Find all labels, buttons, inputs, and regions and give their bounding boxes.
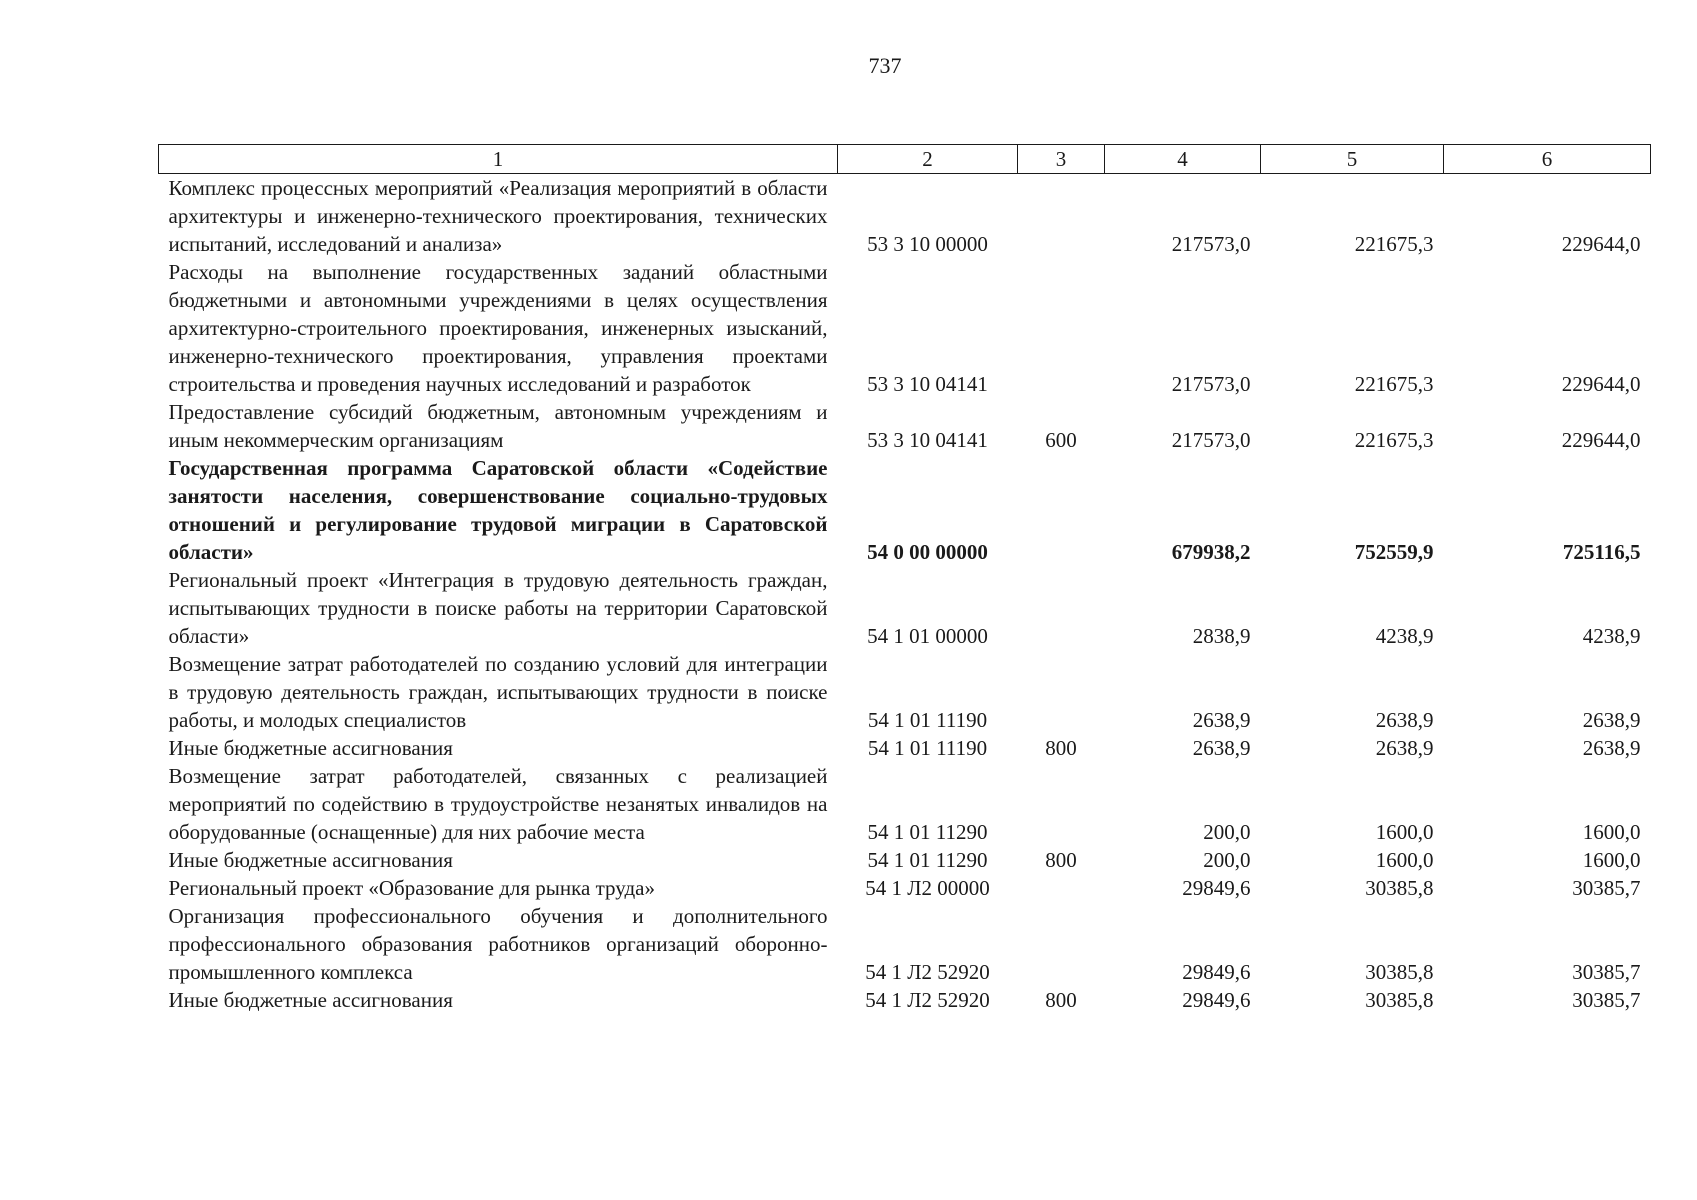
row-expense-type: [1018, 454, 1105, 566]
table-row: [159, 902, 1651, 986]
row-name: Комплекс процессных мероприятий «Реализация мероприятий в области архитектуры и инженерно-технического проектирования, технических испытаний, исследований и анализа»: [168, 176, 828, 256]
row-name: Иные бюджетные ассигнования: [168, 848, 453, 872]
row-code: 54 1 01 00000: [867, 624, 988, 648]
table-row: [159, 986, 1651, 1014]
row-expense-type: 600: [1045, 428, 1077, 452]
row-value-4: 200,0: [1203, 820, 1251, 844]
row-value-5: 221675,3: [1354, 232, 1434, 256]
header-col-2: 2: [838, 145, 1018, 174]
row-code: 54 1 Л2 52920: [865, 988, 990, 1012]
table-row: [159, 566, 1651, 650]
row-value-5: 752559,9: [1354, 540, 1434, 564]
row-value-5: 30385,8: [1365, 988, 1434, 1012]
row-value-4: 217573,0: [1171, 232, 1251, 256]
row-value-4: 2838,9: [1192, 624, 1251, 648]
table-row: [159, 258, 1651, 398]
row-value-5: 221675,3: [1354, 372, 1434, 396]
row-name: Расходы на выполнение государственных заданий областными бюджетными и автономными учреждениями в целях осуществления архитектурно-строительного проектирования, инженерных изысканий, инженерно-технического проектирования, управления проектами строительства и проведения научных исследований и разработок: [168, 260, 828, 396]
row-value-4: 2638,9: [1192, 708, 1251, 732]
row-name: Региональный проект «Образование для рынка труда»: [168, 876, 655, 900]
row-value-5: 1600,0: [1375, 848, 1434, 872]
header-col-3: 3: [1018, 145, 1105, 174]
header-row: [159, 145, 1651, 174]
header-col-5: 5: [1261, 145, 1444, 174]
row-value-6: 4238,9: [1582, 624, 1641, 648]
row-expense-type: [1018, 174, 1105, 259]
row-code: 53 3 10 04141: [867, 428, 988, 452]
row-value-6: 30385,7: [1572, 988, 1641, 1012]
row-value-6: 1600,0: [1582, 820, 1641, 844]
row-name: Возмещение затрат работодателей, связанных с реализацией мероприятий по содействию в трудоустройстве незанятых инвалидов на оборудованные (оснащенные) для них рабочие места: [168, 764, 828, 844]
row-value-5: 221675,3: [1354, 428, 1434, 452]
row-name: Государственная программа Саратовской области «Содействие занятости населения, совершенствование социально-трудовых отношений и регулирование трудовой миграции в Саратовской области»: [168, 456, 828, 564]
table-row: [159, 846, 1651, 874]
row-code: 54 1 Л2 52920: [865, 960, 990, 984]
row-expense-type: 800: [1045, 848, 1077, 872]
row-code: 54 0 00 00000: [867, 540, 988, 564]
row-value-4: 29849,6: [1182, 960, 1251, 984]
row-value-4: 200,0: [1203, 848, 1251, 872]
row-code: 54 1 Л2 00000: [865, 876, 990, 900]
row-value-6: 725116,5: [1562, 540, 1641, 564]
row-value-5: 2638,9: [1375, 708, 1434, 732]
row-value-5: 4238,9: [1375, 624, 1434, 648]
row-value-6: 2638,9: [1582, 708, 1641, 732]
page-number: 737: [868, 53, 902, 78]
header-col-4: 4: [1105, 145, 1261, 174]
row-name: Иные бюджетные ассигнования: [168, 736, 453, 760]
table-row: [159, 454, 1651, 566]
row-code: 53 3 10 04141: [867, 372, 988, 396]
row-value-5: 30385,8: [1365, 876, 1434, 900]
row-code: 54 1 01 11290: [867, 848, 988, 872]
row-expense-type: [1018, 902, 1105, 986]
header-col-1: 1: [159, 145, 838, 174]
row-value-6: 2638,9: [1582, 736, 1641, 760]
row-value-4: 217573,0: [1171, 428, 1251, 452]
row-value-6: 229644,0: [1561, 428, 1641, 452]
table-row: [159, 762, 1651, 846]
row-value-4: 29849,6: [1182, 988, 1251, 1012]
header-col-6: 6: [1444, 145, 1651, 174]
row-value-4: 29849,6: [1182, 876, 1251, 900]
row-value-6: 229644,0: [1561, 372, 1641, 396]
row-expense-type: 800: [1045, 988, 1077, 1012]
row-expense-type: [1018, 650, 1105, 734]
row-code: 54 1 01 11190: [867, 708, 988, 732]
row-value-6: 30385,7: [1572, 876, 1641, 900]
row-value-5: 1600,0: [1375, 820, 1434, 844]
row-code: 54 1 01 11190: [867, 736, 988, 760]
row-expense-type: [1018, 258, 1105, 398]
table-row: [159, 650, 1651, 734]
row-expense-type: [1018, 566, 1105, 650]
row-value-5: 2638,9: [1375, 736, 1434, 760]
table-row: [159, 874, 1651, 902]
row-value-6: 229644,0: [1561, 232, 1641, 256]
budget-table: [158, 144, 1651, 1014]
row-code: 53 3 10 00000: [867, 232, 988, 256]
row-value-4: 2638,9: [1192, 736, 1251, 760]
row-name: Иные бюджетные ассигнования: [168, 988, 453, 1012]
row-name: Организация профессионального обучения и дополнительного профессионального образования работников организаций оборонно-промышленного комплекса: [168, 904, 828, 984]
row-name: Региональный проект «Интеграция в трудовую деятельность граждан, испытывающих трудности в поиске работы на территории Саратовской области»: [168, 568, 828, 648]
row-expense-type: [1018, 762, 1105, 846]
row-code: 54 1 01 11290: [867, 820, 988, 844]
table-row: [159, 174, 1651, 259]
table-row: [159, 398, 1651, 454]
row-value-4: 679938,2: [1171, 540, 1251, 564]
row-expense-type: [1018, 874, 1105, 902]
row-name: Предоставление субсидий бюджетным, автономным учреждениям и иным некоммерческим организациям: [168, 400, 828, 452]
table-row: [159, 734, 1651, 762]
row-name: Возмещение затрат работодателей по созданию условий для интеграции в трудовую деятельность граждан, испытывающих трудности в поиске работы, и молодых специалистов: [168, 652, 828, 732]
row-expense-type: 800: [1045, 736, 1077, 760]
row-value-6: 1600,0: [1582, 848, 1641, 872]
row-value-5: 30385,8: [1365, 960, 1434, 984]
row-value-4: 217573,0: [1171, 372, 1251, 396]
row-value-6: 30385,7: [1572, 960, 1641, 984]
